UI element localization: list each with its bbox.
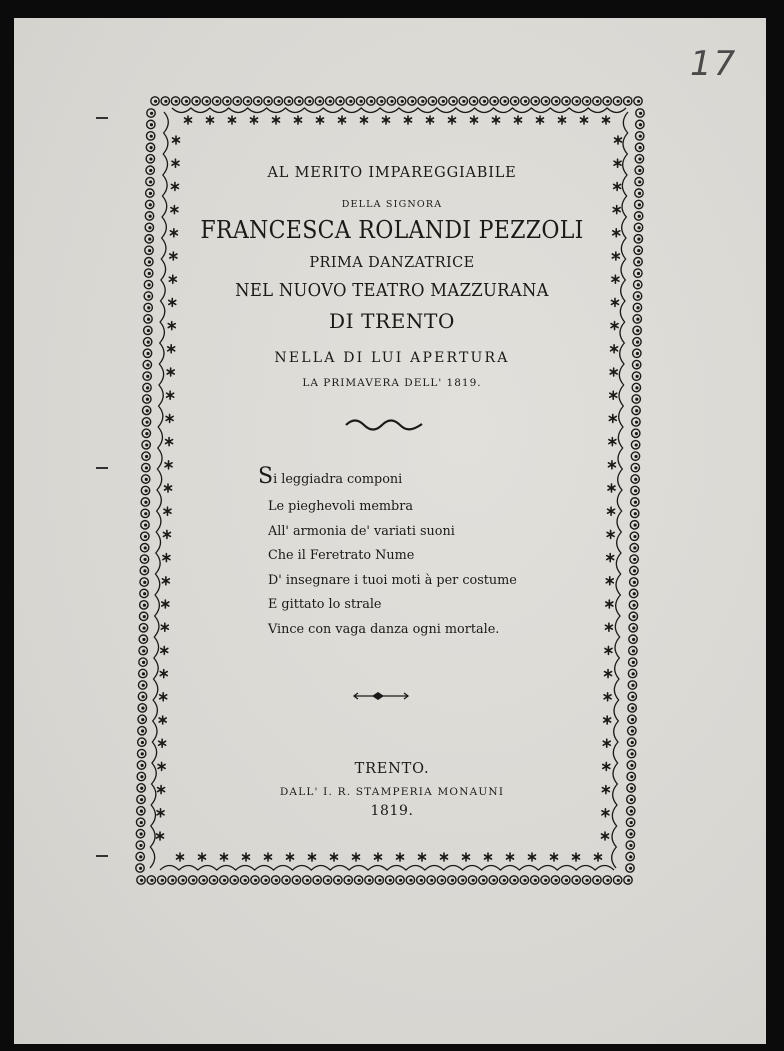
swirl-ornament [630, 555, 638, 563]
swirl-ornament [631, 486, 639, 494]
star-ornament [606, 577, 613, 585]
swirl-ornament [628, 681, 636, 689]
swirl-ornament [631, 441, 639, 449]
swirl-ornament [636, 109, 644, 117]
swirl-ornament [406, 876, 414, 884]
swirl-ornament [251, 876, 259, 884]
swirl-ornament [628, 669, 636, 677]
swirl-ornament [140, 543, 148, 551]
swirl-ornament [510, 97, 518, 105]
star-ornament [610, 368, 617, 376]
star-ornament [331, 853, 338, 861]
swirl-ornament [136, 829, 144, 837]
star-ornament [265, 853, 272, 861]
swirl-ornament [326, 97, 334, 105]
swirl-ornament [138, 715, 146, 723]
swirl-ornament [439, 97, 447, 105]
swirl-ornament [603, 876, 611, 884]
swirl-ornament [136, 864, 144, 872]
swirl-ornament [572, 876, 580, 884]
swirl-ornament [631, 498, 639, 506]
star-ornament [573, 853, 580, 861]
swirl-ornament [295, 97, 303, 105]
swirl-ornament [284, 97, 292, 105]
poem-line: Vince con vaga danza ogni mortale. [268, 622, 500, 637]
swirl-ornament [178, 876, 186, 884]
swirl-ornament [209, 876, 217, 884]
swirl-ornament [158, 876, 166, 884]
swirl-ornament [140, 578, 148, 586]
swirl-ornament [356, 97, 364, 105]
star-ornament [608, 461, 615, 469]
swirl-ornament [141, 498, 149, 506]
swirl-ornament [145, 246, 153, 254]
swirl-ornament [417, 876, 425, 884]
swirl-ornament [141, 509, 149, 517]
swirl-ornament [593, 876, 601, 884]
star-ornament [607, 530, 614, 538]
swirl-ornament [634, 246, 642, 254]
star-ornament [161, 646, 168, 654]
swirl-ornament [624, 97, 632, 105]
date-line: LA PRIMAVERA DELL' 1819. [302, 377, 482, 389]
swirl-ornament [630, 521, 638, 529]
star-ornament [162, 577, 169, 585]
swirl-ornament [458, 876, 466, 884]
star-ornament [604, 693, 611, 701]
star-ornament [610, 391, 617, 399]
swirl-ornament [630, 532, 638, 540]
swirl-ornament [531, 876, 539, 884]
swirl-ornament [264, 97, 272, 105]
swirl-ornament [142, 429, 150, 437]
swirl-ornament [367, 97, 375, 105]
border-swirls-bottom [137, 876, 632, 884]
swirl-ornament [630, 543, 638, 551]
star-ornament [165, 484, 172, 492]
star-ornament [397, 853, 404, 861]
swirl-ornament [387, 97, 395, 105]
swirl-ornament [139, 635, 147, 643]
dancer-name: FRANCESCA ROLANDI PEZZOLI [200, 216, 584, 244]
city-name: DI TRENTO [329, 309, 455, 333]
swirl-ornament [626, 841, 634, 849]
star-ornament [309, 853, 316, 861]
swirl-ornament [139, 624, 147, 632]
poem-line: All' armonia de' variati suoni [268, 524, 455, 539]
swirl-ornament [479, 876, 487, 884]
swirl-ornament [469, 97, 477, 105]
star-ornament [449, 116, 456, 124]
star-ornament [164, 507, 171, 515]
dedication-heading: AL MERITO IMPAREGGIABILE [267, 165, 517, 181]
poem-line: D' insegnare i tuoi moti à per costume [268, 573, 517, 588]
star-ornament [559, 116, 566, 124]
swirl-ornament [629, 589, 637, 597]
star-ornament [608, 507, 615, 515]
star-ornament [615, 136, 622, 144]
star-ornament [159, 716, 166, 724]
star-ornament [609, 414, 616, 422]
swirl-ornament [629, 635, 637, 643]
swirl-ornament [459, 97, 467, 105]
swirl-ornament [138, 738, 146, 746]
star-ornament [427, 116, 434, 124]
swirl-ornament [613, 97, 621, 105]
poem-line: Che il Feretrato Nume [268, 548, 415, 563]
swirl-ornament [627, 738, 635, 746]
swirl-ornament [551, 876, 559, 884]
swirl-ornament [139, 612, 147, 620]
swirl-ornament [146, 143, 154, 151]
imprint-city: TRENTO. [354, 761, 430, 777]
border-swirls-top [151, 97, 642, 105]
swirl-ornament [137, 876, 145, 884]
star-ornament [165, 461, 172, 469]
swirl-ornament [168, 876, 176, 884]
border-scallop-top [172, 108, 626, 113]
swirl-ornament [626, 818, 634, 826]
swirl-ornament [146, 189, 154, 197]
swirl-ornament [582, 876, 590, 884]
swirl-ornament [632, 395, 640, 403]
star-ornament [353, 853, 360, 861]
star-ornament [162, 600, 169, 608]
swirl-ornament [140, 589, 148, 597]
swirl-ornament [632, 429, 640, 437]
swirl-ornament [336, 97, 344, 105]
swirl-ornament [628, 692, 636, 700]
star-ornament [159, 739, 166, 747]
star-ornament [243, 853, 250, 861]
swirl-ornament [138, 727, 146, 735]
swirl-ornament [261, 876, 269, 884]
swirl-ornament [603, 97, 611, 105]
star-ornament [163, 554, 170, 562]
swirl-ornament [315, 97, 323, 105]
star-ornament [361, 116, 368, 124]
drop-cap: S [258, 464, 274, 489]
swirl-ornament [189, 876, 197, 884]
swirl-ornament [634, 97, 642, 105]
swirl-ornament [305, 97, 313, 105]
swirl-ornament [140, 566, 148, 574]
swirl-ornament [303, 876, 311, 884]
swirl-ornament [448, 876, 456, 884]
swirl-ornament [630, 566, 638, 574]
swirl-ornament [202, 97, 210, 105]
swirl-ornament [139, 658, 147, 666]
swirl-ornament [136, 852, 144, 860]
swirl-ornament [292, 876, 300, 884]
star-ornament [383, 116, 390, 124]
star-ornament [529, 853, 536, 861]
swirl-ornament [220, 876, 228, 884]
swirl-ornament [151, 97, 159, 105]
arrow-ornament [350, 690, 412, 702]
swirl-ornament [613, 876, 621, 884]
swirl-ornament [199, 876, 207, 884]
star-ornament [604, 716, 611, 724]
star-ornament [602, 832, 609, 840]
swirl-ornament [212, 97, 220, 105]
swirl-ornament [408, 97, 416, 105]
swirl-ornament [629, 624, 637, 632]
swirl-ornament [138, 692, 146, 700]
swirl-ornament [631, 452, 639, 460]
border-stars-bottom [177, 853, 602, 861]
swirl-ornament [521, 97, 529, 105]
swirl-ornament [230, 876, 238, 884]
handwritten-page-number: 17 [690, 44, 738, 84]
swirl-ornament [562, 876, 570, 884]
star-ornament [603, 116, 610, 124]
wave-ornament [342, 418, 426, 432]
swirl-ornament [272, 876, 280, 884]
swirl-ornament [428, 97, 436, 105]
swirl-ornament [626, 829, 634, 837]
swirl-ornament [146, 132, 154, 140]
star-ornament [167, 368, 174, 376]
swirl-ornament [630, 509, 638, 517]
star-ornament [251, 116, 258, 124]
swirl-ornament [489, 876, 497, 884]
swirl-ornament [531, 97, 539, 105]
swirl-ornament [632, 406, 640, 414]
swirl-ornament [510, 876, 518, 884]
imprint-year: 1819. [370, 803, 414, 819]
star-ornament [606, 600, 613, 608]
swirl-ornament [628, 704, 636, 712]
poem-line: Si leggiadra componi [258, 464, 403, 489]
star-ornament [317, 116, 324, 124]
swirl-ornament [627, 749, 635, 757]
swirl-ornament [143, 338, 151, 346]
swirl-ornament [139, 669, 147, 677]
swirl-ornament [365, 876, 373, 884]
swirl-ornament [140, 601, 148, 609]
star-ornament [166, 414, 173, 422]
swirl-ornament [572, 97, 580, 105]
swirl-ornament [141, 475, 149, 483]
star-ornament [608, 484, 615, 492]
swirl-ornament [480, 97, 488, 105]
swirl-ornament [334, 876, 342, 884]
star-ornament [419, 853, 426, 861]
swirl-ornament [254, 97, 262, 105]
star-ornament [595, 853, 602, 861]
star-ornament [177, 853, 184, 861]
star-ornament [493, 116, 500, 124]
swirl-ornament [313, 876, 321, 884]
swirl-ornament [140, 555, 148, 563]
swirl-ornament [500, 97, 508, 105]
swirl-ornament [138, 681, 146, 689]
star-ornament [441, 853, 448, 861]
star-ornament [207, 116, 214, 124]
swirl-ornament [629, 658, 637, 666]
swirl-ornament [274, 97, 282, 105]
swirl-ornament [243, 97, 251, 105]
swirl-ornament [137, 749, 145, 757]
star-ornament [605, 646, 612, 654]
swirl-ornament [593, 97, 601, 105]
star-ornament [375, 853, 382, 861]
swirl-ornament [499, 876, 507, 884]
swirl-ornament [182, 97, 190, 105]
swirl-ornament [142, 463, 150, 471]
star-ornament [614, 182, 621, 190]
swirl-ornament [136, 818, 144, 826]
star-ornament [173, 136, 180, 144]
swirl-ornament [624, 876, 632, 884]
star-ornament [221, 853, 228, 861]
swirl-ornament [146, 155, 154, 163]
star-ornament [609, 438, 616, 446]
swirl-ornament [490, 97, 498, 105]
swirl-ornament [138, 704, 146, 712]
swirl-ornament [552, 97, 560, 105]
swirl-ornament [520, 876, 528, 884]
swirl-ornament [223, 97, 231, 105]
swirl-ornament [323, 876, 331, 884]
star-ornament [551, 853, 558, 861]
star-ornament [463, 853, 470, 861]
swirl-ornament [631, 475, 639, 483]
swirl-ornament [192, 97, 200, 105]
star-ornament [339, 116, 346, 124]
swirl-ornament [233, 97, 241, 105]
star-ornament [605, 670, 612, 678]
star-ornament [537, 116, 544, 124]
swirl-ornament [468, 876, 476, 884]
swirl-ornament [629, 612, 637, 620]
swirl-ornament [582, 97, 590, 105]
swirl-ornament [142, 418, 150, 426]
swirl-ornament [147, 876, 155, 884]
swirl-ornament [142, 452, 150, 460]
star-ornament [163, 530, 170, 538]
swirl-ornament [142, 441, 150, 449]
theatre-name: NEL NUOVO TEATRO MAZZURANA [235, 281, 549, 301]
swirl-ornament [629, 601, 637, 609]
swirl-ornament [142, 406, 150, 414]
swirl-ornament [437, 876, 445, 884]
star-ornament [199, 853, 206, 861]
border-scallop-bottom [160, 866, 614, 871]
swirl-ornament [377, 97, 385, 105]
dedication-subheading: DELLA SIGNORA [341, 199, 443, 210]
swirl-ornament [635, 155, 643, 163]
swirl-ornament [161, 97, 169, 105]
occasion-line: NELLA DI LUI APERTURA [274, 350, 510, 366]
star-ornament [171, 182, 178, 190]
swirl-ornament [344, 876, 352, 884]
star-ornament [161, 623, 168, 631]
swirl-ornament [427, 876, 435, 884]
swirl-ornament [626, 852, 634, 860]
border-stars-top [185, 116, 610, 124]
star-ornament [603, 739, 610, 747]
dancer-role: PRIMA DANZATRICE [309, 255, 475, 271]
swirl-ornament [635, 143, 643, 151]
star-ornament [185, 116, 192, 124]
star-ornament [607, 554, 614, 562]
swirl-ornament [632, 418, 640, 426]
swirl-ornament [630, 578, 638, 586]
swirl-ornament [375, 876, 383, 884]
imprint-printer: DALL' I. R. STAMPERIA MONAUNI [279, 786, 505, 798]
star-ornament [485, 853, 492, 861]
swirl-ornament [626, 864, 634, 872]
star-ornament [160, 693, 167, 701]
swirl-ornament [143, 395, 151, 403]
swirl-ornament [629, 646, 637, 654]
swirl-ornament [136, 841, 144, 849]
star-ornament [287, 853, 294, 861]
swirl-ornament [631, 463, 639, 471]
swirl-ornament [139, 646, 147, 654]
swirl-ornament [141, 486, 149, 494]
star-ornament [405, 116, 412, 124]
swirl-ornament [633, 338, 641, 346]
swirl-ornament [635, 189, 643, 197]
star-ornament [160, 670, 167, 678]
swirl-ornament [541, 876, 549, 884]
star-ornament [273, 116, 280, 124]
star-ornament [471, 116, 478, 124]
swirl-ornament [354, 876, 362, 884]
star-ornament [167, 391, 174, 399]
swirl-ornament [171, 97, 179, 105]
star-ornament [295, 116, 302, 124]
star-ornament [581, 116, 588, 124]
swirl-ornament [562, 97, 570, 105]
star-ornament [166, 438, 173, 446]
swirl-ornament [240, 876, 248, 884]
poem-line: E gittato lo strale [268, 597, 382, 612]
swirl-ornament [628, 715, 636, 723]
swirl-ornament [141, 521, 149, 529]
swirl-ornament [141, 532, 149, 540]
star-ornament [605, 623, 612, 631]
swirl-ornament [628, 727, 636, 735]
swirl-ornament [346, 97, 354, 105]
swirl-ornament [147, 109, 155, 117]
swirl-ornament [635, 132, 643, 140]
swirl-ornament [636, 120, 644, 128]
star-ornament [515, 116, 522, 124]
swirl-ornament [397, 97, 405, 105]
swirl-ornament [282, 876, 290, 884]
swirl-ornament [449, 97, 457, 105]
swirl-ornament [147, 120, 155, 128]
star-ornament [229, 116, 236, 124]
swirl-ornament [418, 97, 426, 105]
poem-line: Le pieghevoli membra [268, 499, 413, 514]
swirl-ornament [396, 876, 404, 884]
star-ornament [507, 853, 514, 861]
swirl-ornament [385, 876, 393, 884]
swirl-ornament [541, 97, 549, 105]
star-ornament [157, 832, 164, 840]
